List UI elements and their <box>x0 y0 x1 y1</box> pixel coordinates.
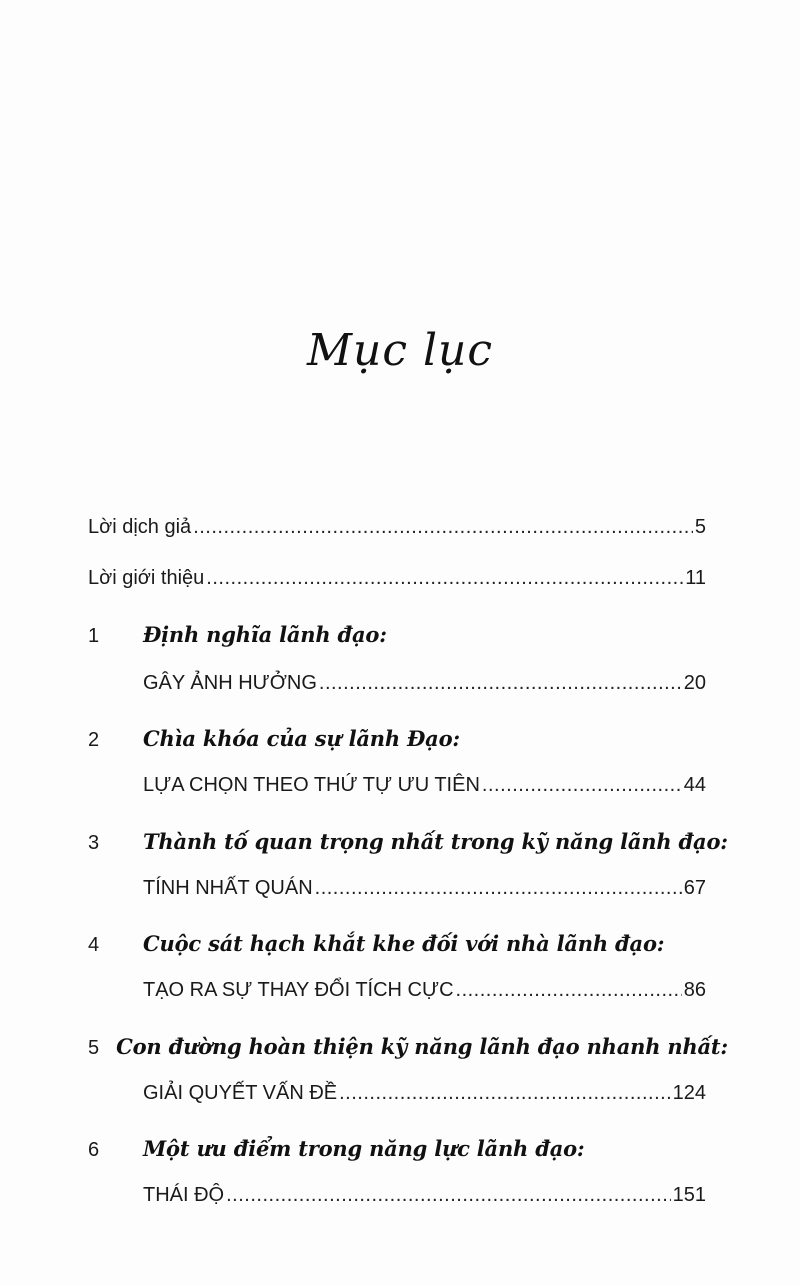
toc-entry-chapter-6[interactable] <box>143 1184 706 1214</box>
chapter-heading-4 <box>88 931 728 965</box>
toc-entry-label: LỰA CHỌN THEO THỨ TỰ ƯU TIÊN <box>143 774 480 796</box>
toc-entry-chapter-4[interactable] <box>143 979 706 1009</box>
toc-entry-label: TẠO RA SỰ THAY ĐỔI TÍCH CỰC <box>143 979 454 1001</box>
page-title: Mục lục <box>306 325 494 376</box>
dot-leader <box>206 567 683 590</box>
dot-leader <box>319 672 682 695</box>
chapter-number: 4 <box>88 934 100 956</box>
toc-page-number: 124 <box>672 1082 706 1104</box>
toc-page-number: 86 <box>683 979 706 1001</box>
chapter-heading-text: Chìa khóa của sự lãnh Đạo: <box>143 726 460 751</box>
toc-entry-chapter-1[interactable] <box>143 672 706 702</box>
chapter-heading-1 <box>88 622 728 656</box>
dot-leader <box>226 1184 671 1207</box>
toc-entry-label: Lời giới thiệu <box>88 567 205 589</box>
toc-entry-translator-preface[interactable] <box>88 516 706 546</box>
chapter-number: 3 <box>88 832 100 854</box>
toc-entry-chapter-2[interactable] <box>143 774 706 804</box>
chapter-number: 1 <box>88 625 100 647</box>
toc-entry-chapter-3[interactable] <box>143 877 706 907</box>
chapter-heading-text: Thành tố quan trọng nhất trong kỹ năng lãnh đạo: <box>143 829 728 854</box>
toc-entry-label: THÁI ĐỘ <box>143 1184 225 1206</box>
dot-leader <box>315 877 682 900</box>
chapter-heading-text: Con đường hoàn thiện kỹ năng lãnh đạo nhanh nhất: <box>116 1034 728 1059</box>
toc-page-number: 151 <box>672 1184 706 1206</box>
chapter-heading-3 <box>88 829 728 863</box>
dot-leader <box>482 774 682 797</box>
chapter-number: 2 <box>88 729 100 751</box>
toc-page-number: 11 <box>685 567 706 589</box>
chapter-number: 5 <box>88 1037 100 1059</box>
chapter-number: 6 <box>88 1139 100 1161</box>
toc-page-number: 44 <box>683 774 706 796</box>
dot-leader <box>456 979 682 1002</box>
toc-entry-label: GIẢI QUYẾT VẤN ĐỀ <box>143 1082 338 1104</box>
chapter-heading-text: Cuộc sát hạch khắt khe đối với nhà lãnh đạo: <box>143 931 665 956</box>
chapter-heading-6 <box>88 1136 728 1170</box>
chapter-heading-2 <box>88 726 728 760</box>
toc-entry-label: TÍNH NHẤT QUÁN <box>143 877 313 899</box>
dot-leader <box>339 1082 671 1105</box>
dot-leader <box>193 516 693 539</box>
toc-entry-chapter-5[interactable] <box>143 1082 706 1112</box>
chapter-heading-5 <box>88 1034 728 1068</box>
chapter-heading-text: Một ưu điểm trong năng lực lãnh đạo: <box>143 1136 585 1161</box>
toc-page-number: 20 <box>683 672 706 694</box>
toc-entry-label: GÂY ẢNH HƯỞNG <box>143 672 317 694</box>
toc-page-number: 67 <box>683 877 706 899</box>
toc-entry-label: Lời dịch giả <box>88 516 192 538</box>
chapter-heading-text: Định nghĩa lãnh đạo: <box>143 622 387 647</box>
toc-entry-introduction[interactable] <box>88 567 706 597</box>
toc-page-number: 5 <box>694 516 706 538</box>
